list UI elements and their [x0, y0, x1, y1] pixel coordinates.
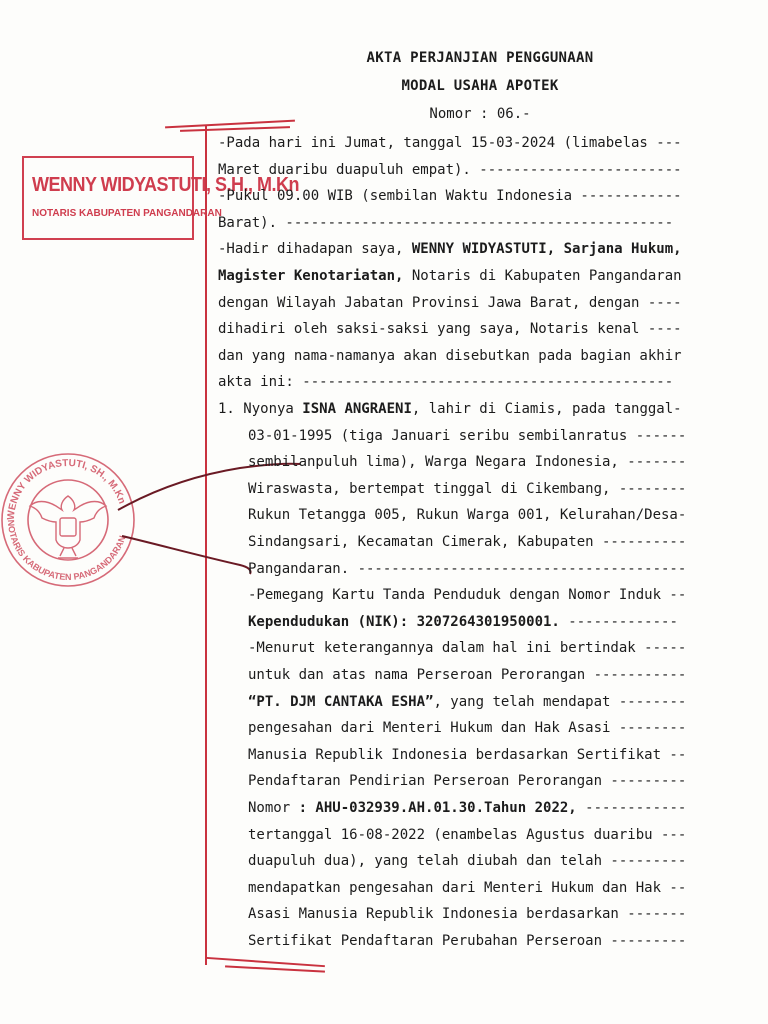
deed-line-text: 1. Nyonya: [218, 401, 303, 417]
deed-line-text: mendapatkan pengesahan dari Menteri Hukum dan Hak --: [248, 879, 687, 896]
deed-line-text: Sindangsari, Kecamatan Cimerak, Kabupaten ----------: [248, 534, 687, 550]
deed-line-text: ------------: [576, 800, 687, 816]
deed-line: [218, 210, 673, 236]
deed-line-text: Pendaftaran Pendirian Perseroan Perorangan ---------: [248, 773, 687, 790]
deed-line-bold-text: WENNY WIDYASTUTI, Sarjana Hukum,: [411, 241, 682, 258]
deed-line-text: untuk dan atas nama Perseroan Perorangan -----------: [248, 667, 687, 683]
deed-line-text: Maret duaribu duapuluh empat). ------------------------: [218, 161, 682, 178]
deed-line: [248, 768, 686, 794]
deed-line-bold-text: Kependudukan (NIK): 3207264301950001.: [248, 613, 560, 630]
deed-line: [248, 689, 686, 715]
deed-line: [218, 290, 682, 316]
deed-line-text: -Pukul 09.00 WIB (sembilan Waktu Indonesia ------------: [218, 188, 682, 205]
deed-line-text: -------------: [559, 613, 678, 630]
deed-line-text: dengan Wilayah Jabatan Provinsi Jawa Barat, dengan ----: [218, 294, 682, 311]
deed-line-text: Manusia Republik Indonesia berdasarkan Sertifikat --: [248, 746, 687, 763]
deed-line: [248, 848, 686, 874]
stamp-notary-name: WENNY WIDYASTUTI, S.H., M.Kn: [32, 172, 300, 196]
deed-line: [248, 875, 686, 901]
deed-line-text: , lahir di Ciamis, pada tanggal-: [411, 401, 682, 417]
deed-line-text: Notaris di Kabupaten Pangandaran: [403, 268, 682, 284]
deed-line: [218, 396, 682, 422]
deed-line-text: -Pada hari ini Jumat, tanggal 15-03-2024 (limabelas ---: [218, 135, 682, 151]
deed-line-bold-text: “PT. DJM CANTAKA ESHA”: [248, 693, 434, 710]
deed-line: [248, 742, 686, 768]
deed-line: [248, 423, 686, 449]
deed-title-line-2: MODAL USAHA APOTEK: [401, 78, 559, 94]
deed-line: [218, 130, 682, 156]
deed-line-text: akta ini: --------------------------------------------: [218, 374, 674, 391]
deed-line: [248, 476, 686, 502]
deed-line-text: Pangandaran. ---------------------------------------: [248, 560, 687, 577]
deed-line: [248, 449, 686, 475]
deed-line-text: 03-01-1995 (tiga Januari seribu sembilanratus ------: [248, 427, 687, 444]
deed-line: [218, 369, 673, 395]
deed-line: [248, 502, 686, 528]
deed-line: [248, 928, 686, 954]
deed-line-text: duapuluh dua), yang telah diubah dan telah ---------: [248, 853, 687, 870]
deed-line: [218, 263, 682, 289]
seal-bottom-text: NOTARIS KABUPATEN PANGANDARAN: [5, 519, 128, 583]
seal-top-text: WENNY WIDYASTUTI, SH., M.Kn: [5, 457, 128, 521]
deed-line-text: dihadiri oleh saksi-saksi yang saya, Notaris kenal ----: [218, 321, 682, 338]
deed-line-text: , yang telah mendapat --------: [433, 693, 687, 710]
deed-line-text: dan yang nama-namanya akan disebutkan pada bagian akhir: [218, 347, 682, 364]
deed-number: Nomor : 06.-: [429, 106, 531, 122]
deed-line: [248, 635, 686, 661]
deed-line-text: Asasi Manusia Republik Indonesia berdasarkan -------: [248, 906, 687, 923]
deed-line: [248, 582, 686, 608]
deed-line-text: sembilanpuluh lima), Warga Negara Indonesia, -------: [248, 454, 687, 471]
stamp-notary-office: NOTARIS KABUPATEN PANGANDARAN: [32, 208, 222, 219]
deed-line: [248, 715, 686, 741]
deed-title-line-1: AKTA PERJANJIAN PENGGUNAAN: [366, 50, 594, 66]
deed-line-bold-text: ISNA ANGRAENI: [302, 401, 412, 417]
deed-line: [248, 795, 686, 821]
deed-line: [218, 236, 682, 262]
deed-line-bold-text: : AHU-032939.AH.01.30.Tahun 2022,: [298, 800, 577, 816]
deed-line-text: Wiraswasta, bertempat tinggal di Cikembang, --------: [248, 480, 687, 497]
deed-line-text: -Menurut keterangannya dalam hal ini bertindak -----: [248, 640, 687, 657]
deed-line: [248, 556, 686, 582]
deed-line: [218, 316, 682, 342]
deed-line-text: Nomor: [248, 800, 299, 816]
deed-line: [218, 157, 682, 183]
deed-line-bold-text: Magister Kenotariatan,: [218, 268, 404, 284]
deed-line-text: pengesahan dari Menteri Hukum dan Hak Asasi --------: [248, 720, 687, 737]
deed-line: [218, 183, 682, 209]
deed-line-text: tertanggal 16-08-2022 (enambelas Agustus duaribu ---: [248, 826, 687, 843]
deed-line-text: -Pemegang Kartu Tanda Penduduk dengan Nomor Induk --: [248, 587, 687, 604]
deed-line: [248, 662, 686, 688]
deed-line: [248, 822, 686, 848]
deed-line-text: Barat). ----------------------------------------------: [218, 214, 674, 231]
deed-line: [218, 343, 682, 369]
deed-line-text: Sertifikat Pendaftaran Perubahan Perseroan ---------: [248, 933, 687, 949]
deed-line: [248, 901, 686, 927]
deed-line-text: Rukun Tetangga 005, Rukun Warga 001, Kelurahan/Desa-: [248, 507, 687, 524]
deed-line: [248, 609, 678, 635]
deed-line-text: -Hadir dihadapan saya,: [218, 241, 412, 258]
deed-line: [248, 529, 686, 555]
